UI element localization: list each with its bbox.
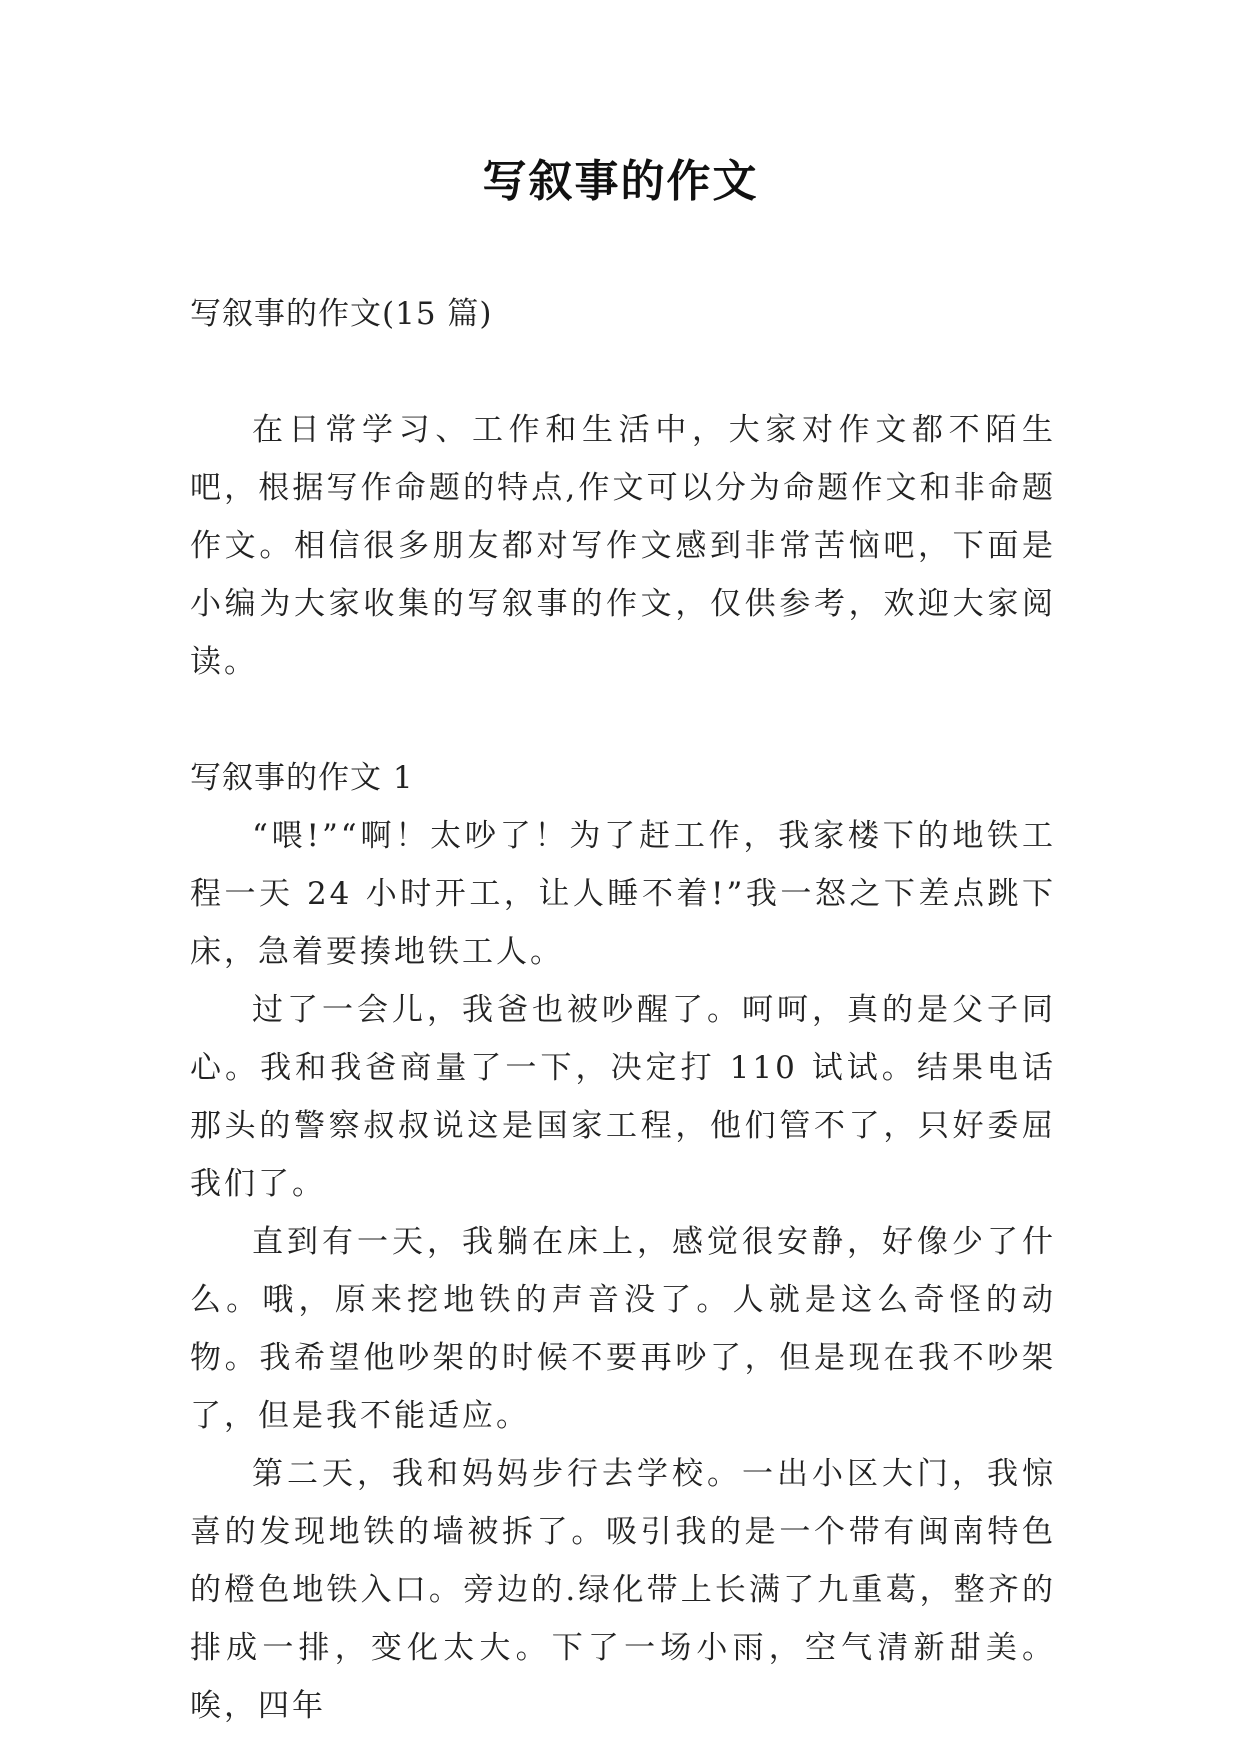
- document-body: [190, 285, 1056, 1735]
- document-title: 写叙事的作文: [482, 156, 759, 207]
- document-subtitle: 写叙事的作文(15 篇): [190, 296, 493, 332]
- article-paragraph: “喂!”“啊！太吵了！为了赶工作，我家楼下的地铁工程一天 24 小时开工，让人睡不着!”我一怒之下差点跳下床，急着要揍地铁工人。: [190, 818, 1056, 970]
- intro-paragraph: 在日常学习、工作和生活中，大家对作文都不陌生吧，根据写作命题的特点,作文可以分为命题作文和非命题作文。相信很多朋友都对写作文感到非常苦恼吧，下面是小编为大家收集的写叙事的作文，仅供参考，欢迎大家阅读。: [190, 412, 1056, 680]
- article-paragraph: 第二天，我和妈妈步行去学校。一出小区大门，我惊喜的发现地铁的墙被拆了。吸引我的是一个带有闽南特色的橙色地铁入口。旁边的.绿化带上长满了九重葛，整齐的排成一排，变化太大。下了一场小雨，空气清新甜美。唉，四年: [190, 1456, 1056, 1724]
- section-heading: 写叙事的作文 1: [190, 760, 414, 796]
- article-paragraph: 过了一会儿，我爸也被吵醒了。呵呵，真的是父子同心。我和我爸商量了一下，决定打 110 试试。结果电话那头的警察叔叔说这是国家工程，他们管不了，只好委屈我们了。: [190, 992, 1056, 1202]
- blank-line: [190, 343, 1056, 401]
- article-paragraph: 直到有一天，我躺在床上，感觉很安静，好像少了什么。哦，原来挖地铁的声音没了。人就是这么奇怪的动物。我希望他吵架的时候不要再吵了，但是现在我不吵架了，但是我不能适应。: [190, 1224, 1056, 1434]
- blank-line: [190, 691, 1056, 749]
